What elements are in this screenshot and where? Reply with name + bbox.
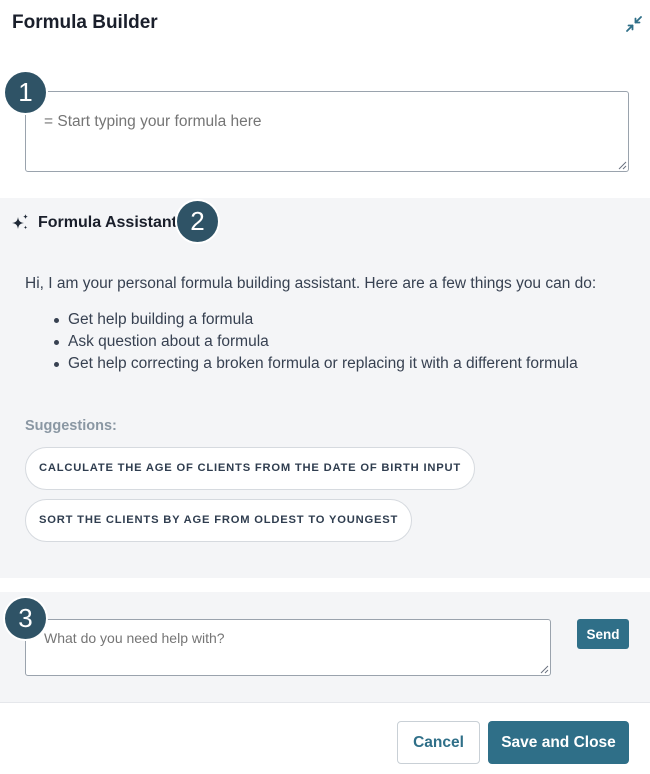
assistant-intro: Hi, I am your personal formula building assistant. Here are a few things you can do: bbox=[25, 275, 597, 292]
list-item: Get help building a formula bbox=[52, 310, 578, 332]
sparkle-icon bbox=[11, 213, 30, 232]
chat-area bbox=[0, 592, 650, 702]
collapse-arrows-icon[interactable] bbox=[624, 14, 644, 34]
suggestion-chip-sort[interactable]: SORT THE CLIENTS BY AGE FROM OLDEST TO YOUNGEST bbox=[25, 499, 412, 542]
dialog-title: Formula Builder bbox=[12, 12, 158, 33]
send-button[interactable]: Send bbox=[577, 619, 629, 649]
footer-divider bbox=[0, 702, 650, 703]
list-item: Get help correcting a broken formula or replacing it with a different formula bbox=[52, 354, 578, 376]
chat-input[interactable] bbox=[25, 619, 551, 676]
step-badge-2: 2 bbox=[177, 201, 218, 242]
step-badge-3: 3 bbox=[5, 598, 46, 639]
cancel-button[interactable]: Cancel bbox=[397, 721, 480, 764]
step-badge-1: 1 bbox=[5, 72, 46, 113]
formula-assistant-panel bbox=[0, 198, 650, 578]
capabilities-list bbox=[52, 310, 578, 376]
suggestion-chip-age[interactable]: CALCULATE THE AGE OF CLIENTS FROM THE DATE OF BIRTH INPUT bbox=[25, 447, 475, 490]
dialog-header bbox=[0, 0, 650, 50]
suggestions-label: Suggestions: bbox=[25, 418, 117, 434]
save-and-close-button[interactable]: Save and Close bbox=[488, 721, 629, 764]
assistant-title: Formula Assistant bbox=[38, 214, 177, 231]
list-item: Ask question about a formula bbox=[52, 332, 578, 354]
formula-input[interactable] bbox=[25, 91, 629, 172]
